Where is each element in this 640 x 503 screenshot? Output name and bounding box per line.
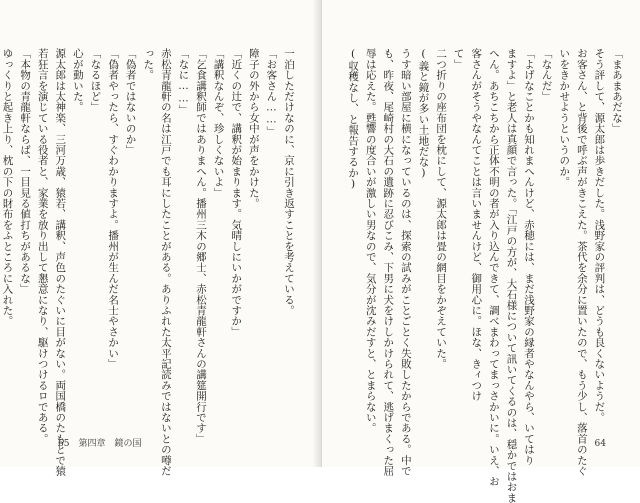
text-line: 「お客さん……」 xyxy=(265,48,278,137)
page-number-right: 64 xyxy=(594,439,606,449)
text-line: 客さんがそうやなんてことは言いませんけど、御用心に。ほな、きィつけ xyxy=(470,48,483,402)
left-page xyxy=(0,0,318,476)
text-line: 若狂言を演じている役者と、家業を放り出して懇意になり、駆けつけるロである。 xyxy=(36,48,49,444)
text-line: て」 xyxy=(452,48,465,70)
text-line: ゆっくりと起き上り、枕の下の財布をふところに入れた。 xyxy=(1,48,14,327)
text-line: 「偽者ではないのか」 xyxy=(124,48,137,155)
text-line: お客さん、と背後で呼ぶ声がきこえた。茶代を余分に置いたので、もう少し、落首のたぐ xyxy=(575,48,588,476)
text-line: 「よげなことかも知れまへんけど、赤穂には、まだ浅野家の縁者やなんやら、いてはり xyxy=(523,48,536,466)
text-line: 辱は応えた。甦響の度合いが激しい男なので、気分が沈みだすと、とまらない。 xyxy=(364,48,377,434)
text-line: 「本物の青龍軒ならば、一目見る値打ちがあるな」 xyxy=(19,48,32,295)
text-line: へん。あちこちから正体不明の者が入り込んできて、調べまわってまっさかいに。いえ、お xyxy=(487,48,500,487)
text-line: そう評して、源太郎は歩きだした。浅野家の評判は、どうも良くないようだ。 xyxy=(593,48,606,423)
text-line: 「なるほど」 xyxy=(89,48,102,113)
text-line: 「講釈なんぞ、珍しくないよ」 xyxy=(212,48,225,198)
text-line: 「なに……」 xyxy=(177,48,190,116)
text-line: 赤松青龍軒の名は江戸でも耳にしたことがある。ありふれた太平記読みではないとの噂だ xyxy=(159,48,172,476)
text-line: 二つ折りの座布団を枕にして、源太郎は畳の網目をかぞえていた。 xyxy=(435,48,448,369)
right-page xyxy=(322,0,640,503)
text-line: 「偽者やったら、すぐわかりますよ。播州が生んだ名士やさかい」 xyxy=(107,48,120,369)
text-line: 「乞食講釈師ではありまへん。播州三木の郷士、赤松青龍軒さんの講筵開行です」 xyxy=(195,48,208,444)
text-line: うす暗い部屋に横になっているのは、探索の試みがことごとく失敗したからである。中で xyxy=(399,48,412,476)
text-line: 「まあまあだな」 xyxy=(611,48,623,134)
text-line: 源太郎は太神楽、三河万歳、猿若、講釈、声色のたぐいに目がない。両国橋のたもとで猿 xyxy=(54,48,67,476)
text-line: った。 xyxy=(142,48,155,81)
text-line: 「なんだ」 xyxy=(540,48,553,102)
text-line: 一泊しただけなのに、京に引き返すことを考えている。 xyxy=(283,48,295,316)
text-line: 「近くの辻で、講釈が始まります。気晴しにいかがですか」 xyxy=(230,48,243,337)
text-line: ますよ」と老人は真顔で言った。「江戸の方が、大石様について訊いてくるのは、穏かではおま xyxy=(505,48,518,503)
text-line: いをきかせようというのか。 xyxy=(558,48,571,188)
page-number-left: 65 第四章 鏡の国 xyxy=(58,439,142,449)
text-line: 心が動いた。 xyxy=(71,48,84,113)
text-line: (収穫なし、と報告するか) xyxy=(347,48,360,191)
text-line: 障子の外から女中が声をかけた。 xyxy=(247,48,260,209)
text-line: も、昨夜、尾崎村の大石の遺跡に忍びこみ、下男に犬をけしかけられて、逃げまくった屈 xyxy=(382,48,395,476)
text-line: (義と鏡が多い土地だな) xyxy=(417,48,430,180)
